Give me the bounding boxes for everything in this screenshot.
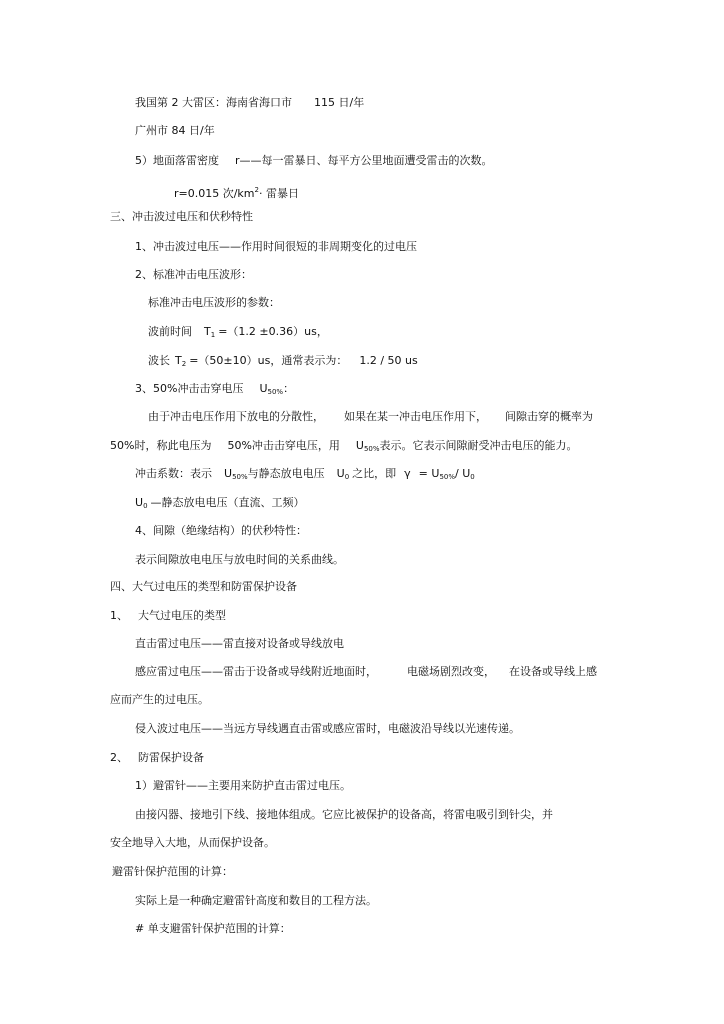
line-dispersion: 由于冲击电压作用下放电的分散性， 如果在某一冲击电压作用下， 间隙击穿的概率为 xyxy=(148,410,593,423)
line-guangzhou: 广州市 84 日/年 xyxy=(135,124,215,137)
line-density-formula: r=0.015 次$/km^2\cdot$ 雷暴日 xyxy=(174,186,299,200)
line-rod-composition: 由接闪器、接地引下线、接地体组成。它应比被保护的设备高，将雷电吸引到针尖，并 xyxy=(135,808,553,821)
line-volt-second-desc: 表示间隙放电电压与放电时间的关系曲线。 xyxy=(135,553,344,566)
line-rod-composition-cont: 安全地导入大地，从而保护设备。 xyxy=(110,836,275,849)
line-u50-definition: 50%时，称此电压为 50%冲击击穿电压，用 $U_{50\%}$表示。它表示间隙耐受冲击电压的能力。 xyxy=(110,439,578,453)
line-induced-strike: 感应雷过电压——雷击于设备或导线附近地面时， 电磁场剧烈改变， 在设备或导线上感 xyxy=(135,665,597,678)
line-intrusion-wave: 侵入波过电压——当远方导线遇直击雷或感应雷时，电磁波沿导线以光速传递。 xyxy=(135,722,520,735)
line-single-rod-heading: # 单支避雷针保护范围的计算： xyxy=(135,922,291,935)
line-induced-strike-cont: 应而产生的过电压。 xyxy=(110,693,209,706)
line-volt-second-heading: 4、间隙（绝缘结构）的伏秒特性： xyxy=(135,524,307,537)
line-impulse-coefficient: 冲击系数：表示 $U_{50\%}$与静态放电电压 $U_0$ 之比，即 $\gamma = U_{50\%}/$ $U_0$ xyxy=(135,467,475,481)
line-direct-strike: 直击雷过电压——雷直接对设备或导线放电 xyxy=(135,637,344,650)
line-waveform-params: 标准冲击电压波形的参数： xyxy=(148,296,280,309)
line-u0-definition: $U_0$ —静态放电电压（直流、工频） xyxy=(135,496,305,510)
subheading-overvoltage-types: 1、 大气过电压的类型 xyxy=(110,609,226,622)
line-lightning-zone-haikou: 我国第 2 大雷区：海南省海口市 115 日/年 xyxy=(135,96,365,109)
line-wavelength: 波长 $T_2 =(50\pm 10)us$，通常表示为： 1.2 / 50 us xyxy=(148,354,418,368)
line-protection-range-desc: 实际上是一种确定避雷针高度和数目的工程方法。 xyxy=(135,894,377,907)
subheading-protection-devices: 2、 防雷保护设备 xyxy=(110,751,204,764)
line-standard-waveform: 2、标准冲击电压波形： xyxy=(135,268,252,281)
section-heading-4: 四、大气过电压的类型和防雷保护设备 xyxy=(110,580,297,593)
line-impulse-overvoltage: 1、冲击波过电压——作用时间很短的非周期变化的过电压 xyxy=(135,240,417,253)
section-heading-3: 三、冲击波过电压和伏秒特性 xyxy=(110,210,253,223)
line-front-time: 波前时间 $T_1 =(1.2 \pm 0.36)us$， xyxy=(148,325,328,339)
line-lightning-rod: 1）避雷针——主要用来防护直击雷过电压。 xyxy=(135,779,351,792)
line-protection-range-heading: 避雷针保护范围的计算： xyxy=(112,865,233,878)
line-u50-heading: 3、50%冲击击穿电压 $U_{50\%}$： xyxy=(135,382,295,396)
line-ground-strike-density: 5）地面落雷密度 r——每一雷暴日、每平方公里地面遭受雷击的次数。 xyxy=(135,154,493,167)
